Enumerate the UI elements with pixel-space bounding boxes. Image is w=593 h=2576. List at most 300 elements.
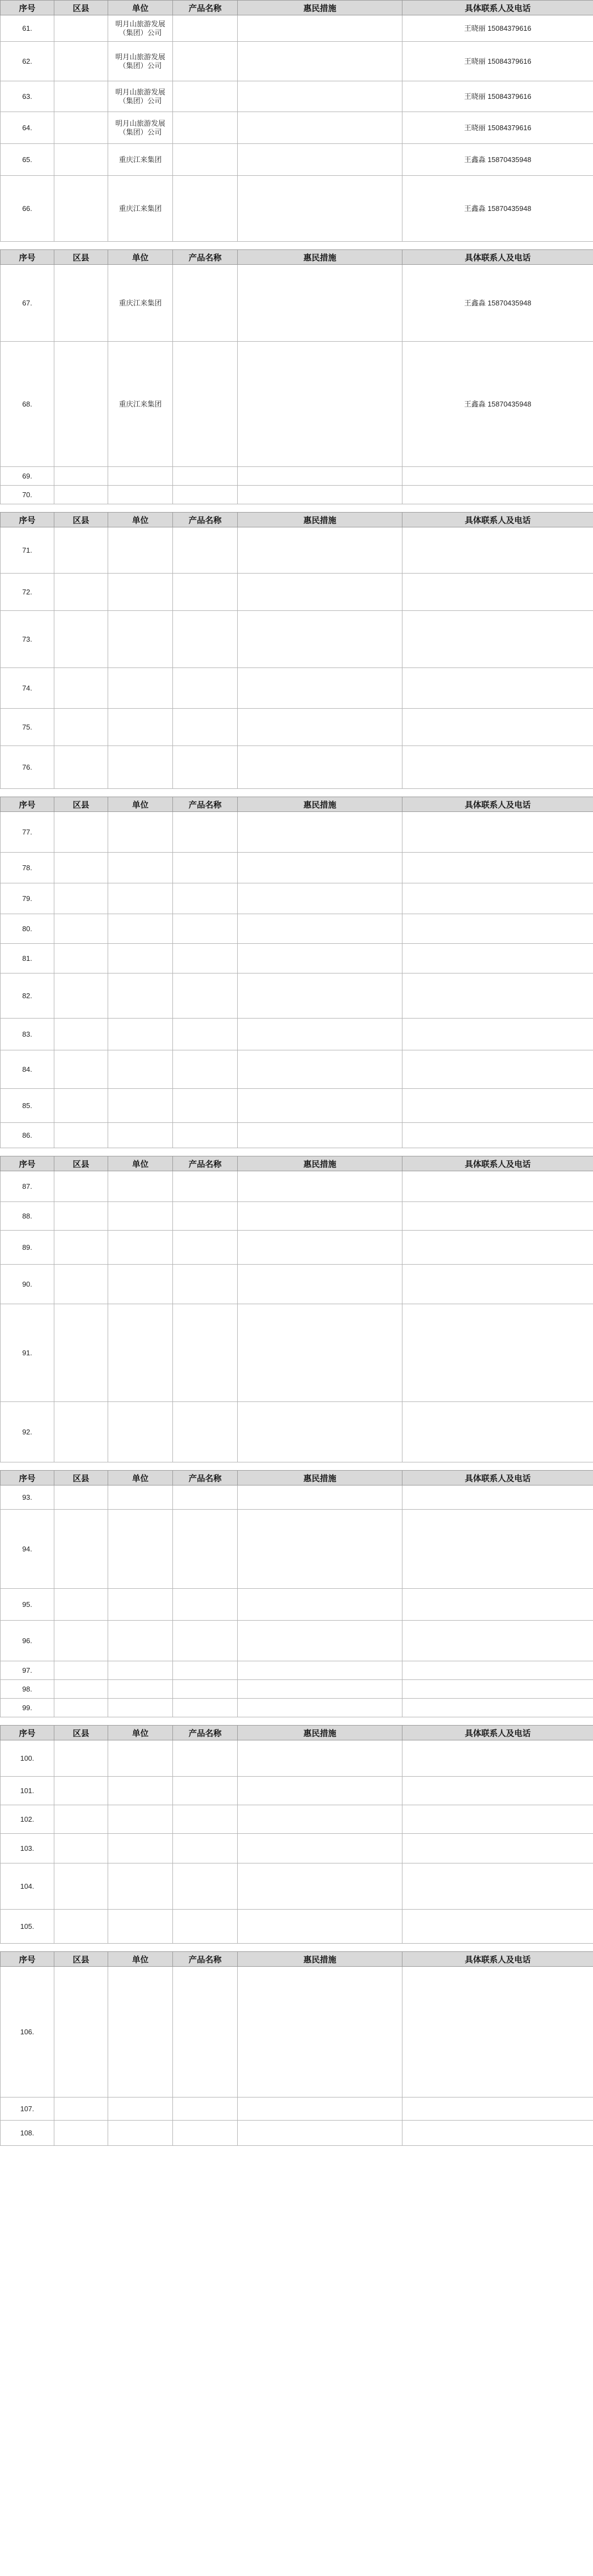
table-row	[1, 1661, 593, 1680]
contact-cell	[402, 2121, 593, 2146]
contact-cell: 王晓丽 15084379616	[402, 81, 593, 112]
product-cell	[173, 709, 238, 746]
header-no: 序号	[1, 1156, 54, 1171]
contact-cell: 王鑫淼 15870435948	[402, 176, 593, 242]
contact-cell	[402, 1171, 593, 1202]
contact-cell	[402, 812, 593, 853]
product-cell	[173, 1050, 238, 1089]
district-cell	[54, 42, 108, 81]
district-cell	[54, 144, 108, 176]
row-number: 88.	[1, 1202, 54, 1231]
row-number: 73.	[1, 611, 54, 668]
table-row	[1, 853, 593, 883]
product-cell	[173, 1589, 238, 1621]
unit-cell	[108, 914, 173, 944]
row-number: 105.	[1, 1910, 54, 1944]
product-cell	[173, 574, 238, 611]
product-cell	[173, 1485, 238, 1510]
product-cell	[173, 1231, 238, 1265]
unit-cell	[108, 709, 173, 746]
district-cell	[54, 1123, 108, 1148]
unit-cell	[108, 1621, 173, 1661]
unit-cell	[108, 1910, 173, 1944]
unit-cell	[108, 574, 173, 611]
district-cell	[54, 176, 108, 242]
measure-cell	[238, 1863, 402, 1910]
contact-cell	[402, 1863, 593, 1910]
header-measure: 惠民措施	[238, 1726, 402, 1740]
district-cell	[54, 812, 108, 853]
table-section	[0, 249, 593, 504]
table-row	[1, 944, 593, 973]
row-number: 99.	[1, 1699, 54, 1717]
contact-cell	[402, 1265, 593, 1304]
header-unit: 单位	[108, 1471, 173, 1485]
unit-cell	[108, 1089, 173, 1123]
measure-cell	[238, 1834, 402, 1863]
product-cell	[173, 1680, 238, 1699]
district-cell	[54, 81, 108, 112]
table-section	[0, 797, 593, 1148]
contact-cell	[402, 1485, 593, 1510]
table-row	[1, 709, 593, 746]
measure-cell	[238, 1304, 402, 1402]
row-number: 80.	[1, 914, 54, 944]
row-number: 91.	[1, 1304, 54, 1402]
header-no: 序号	[1, 1952, 54, 1967]
product-cell	[173, 1265, 238, 1304]
product-cell	[173, 112, 238, 144]
header-contact: 具体联系人及电话	[402, 1952, 593, 1967]
product-cell	[173, 467, 238, 486]
header-product: 产品名称	[173, 1, 238, 15]
contact-cell: 王鑫淼 15870435948	[402, 265, 593, 342]
district-cell	[54, 1485, 108, 1510]
measure-cell	[238, 1699, 402, 1717]
row-number: 84.	[1, 1050, 54, 1089]
measure-cell	[238, 2097, 402, 2121]
product-cell	[173, 883, 238, 914]
header-row	[1, 1156, 593, 1171]
measure-cell	[238, 1805, 402, 1834]
contact-cell	[402, 1699, 593, 1717]
table-row	[1, 1019, 593, 1050]
district-cell	[54, 1089, 108, 1123]
unit-cell	[108, 1777, 173, 1805]
district-cell	[54, 467, 108, 486]
row-number: 85.	[1, 1089, 54, 1123]
product-cell	[173, 1510, 238, 1589]
product-cell	[173, 15, 238, 42]
measure-cell	[238, 1402, 402, 1462]
contact-cell	[402, 1621, 593, 1661]
section-gap	[0, 242, 593, 249]
unit-cell	[108, 1510, 173, 1589]
header-contact: 具体联系人及电话	[402, 1, 593, 15]
table-row	[1, 812, 593, 853]
row-number: 70.	[1, 486, 54, 504]
district-cell	[54, 486, 108, 504]
section-gap	[0, 504, 593, 512]
product-cell	[173, 1863, 238, 1910]
header-no: 序号	[1, 1471, 54, 1485]
header-row	[1, 797, 593, 812]
header-measure: 惠民措施	[238, 250, 402, 265]
product-cell	[173, 611, 238, 668]
measure-cell	[238, 1019, 402, 1050]
district-cell	[54, 1740, 108, 1777]
contact-cell: 王晓丽 15084379616	[402, 42, 593, 81]
product-cell	[173, 1202, 238, 1231]
district-cell	[54, 1304, 108, 1402]
product-cell	[173, 2097, 238, 2121]
header-row	[1, 250, 593, 265]
district-cell	[54, 1699, 108, 1717]
table-row	[1, 1805, 593, 1834]
table-row	[1, 914, 593, 944]
table-row	[1, 1171, 593, 1202]
contact-cell	[402, 668, 593, 709]
district-cell	[54, 611, 108, 668]
contact-cell	[402, 1777, 593, 1805]
product-cell	[173, 1402, 238, 1462]
table-row	[1, 1621, 593, 1661]
measure-cell	[238, 1621, 402, 1661]
contact-cell	[402, 1019, 593, 1050]
row-number: 64.	[1, 112, 54, 144]
header-district: 区县	[54, 797, 108, 812]
contact-cell	[402, 709, 593, 746]
header-unit: 单位	[108, 513, 173, 527]
row-number: 71.	[1, 527, 54, 574]
product-cell	[173, 144, 238, 176]
row-number: 104.	[1, 1863, 54, 1910]
district-cell	[54, 1510, 108, 1589]
contact-cell	[402, 1510, 593, 1589]
unit-cell	[108, 668, 173, 709]
header-measure: 惠民措施	[238, 1952, 402, 1967]
table-section	[0, 0, 593, 242]
header-no: 序号	[1, 250, 54, 265]
unit-cell: 明月山旅游发展（集团）公司	[108, 15, 173, 42]
table-row	[1, 746, 593, 789]
product-cell	[173, 914, 238, 944]
contact-cell	[402, 1231, 593, 1265]
row-number: 94.	[1, 1510, 54, 1589]
measure-cell	[238, 1265, 402, 1304]
table-row	[1, 1485, 593, 1510]
product-cell	[173, 853, 238, 883]
measure-cell	[238, 81, 402, 112]
row-number: 74.	[1, 668, 54, 709]
unit-cell	[108, 1680, 173, 1699]
table-row	[1, 1680, 593, 1699]
table-row	[1, 15, 593, 42]
unit-cell	[108, 1805, 173, 1834]
header-district: 区县	[54, 1156, 108, 1171]
district-cell	[54, 1777, 108, 1805]
product-cell	[173, 1777, 238, 1805]
row-number: 93.	[1, 1485, 54, 1510]
district-cell	[54, 1171, 108, 1202]
product-cell	[173, 42, 238, 81]
table-row	[1, 2121, 593, 2146]
district-cell	[54, 1661, 108, 1680]
measure-cell	[238, 1661, 402, 1680]
contact-cell	[402, 1589, 593, 1621]
product-cell	[173, 1805, 238, 1834]
district-cell	[54, 2097, 108, 2121]
row-number: 89.	[1, 1231, 54, 1265]
header-product: 产品名称	[173, 1471, 238, 1485]
measure-cell	[238, 42, 402, 81]
row-number: 62.	[1, 42, 54, 81]
section-gap	[0, 1944, 593, 1951]
product-cell	[173, 1123, 238, 1148]
header-row	[1, 1, 593, 15]
unit-cell	[108, 1231, 173, 1265]
contact-cell: 王鑫淼 15870435948	[402, 342, 593, 467]
table-section	[0, 1951, 593, 2146]
row-number: 68.	[1, 342, 54, 467]
table-row	[1, 1863, 593, 1910]
header-measure: 惠民措施	[238, 1, 402, 15]
measure-cell	[238, 883, 402, 914]
row-number: 97.	[1, 1661, 54, 1680]
unit-cell	[108, 1863, 173, 1910]
unit-cell	[108, 1019, 173, 1050]
row-number: 96.	[1, 1621, 54, 1661]
measure-cell	[238, 611, 402, 668]
contact-cell: 王晓丽 15084379616	[402, 112, 593, 144]
unit-cell	[108, 1661, 173, 1680]
district-cell	[54, 1834, 108, 1863]
table-row	[1, 1777, 593, 1805]
header-measure: 惠民措施	[238, 1471, 402, 1485]
header-no: 序号	[1, 797, 54, 812]
measure-cell	[238, 1123, 402, 1148]
header-product: 产品名称	[173, 513, 238, 527]
contact-cell	[402, 1202, 593, 1231]
header-row	[1, 513, 593, 527]
header-unit: 单位	[108, 1726, 173, 1740]
row-number: 69.	[1, 467, 54, 486]
header-contact: 具体联系人及电话	[402, 513, 593, 527]
unit-cell	[108, 527, 173, 574]
contact-cell	[402, 914, 593, 944]
product-cell	[173, 1171, 238, 1202]
row-number: 86.	[1, 1123, 54, 1148]
product-cell	[173, 1699, 238, 1717]
contact-cell	[402, 883, 593, 914]
promotion-table	[0, 1156, 593, 1462]
district-cell	[54, 1621, 108, 1661]
row-number: 75.	[1, 709, 54, 746]
header-unit: 单位	[108, 1952, 173, 1967]
measure-cell	[238, 1910, 402, 1944]
unit-cell	[108, 1834, 173, 1863]
header-contact: 具体联系人及电话	[402, 1726, 593, 1740]
contact-cell	[402, 1967, 593, 2097]
unit-cell	[108, 1265, 173, 1304]
district-cell	[54, 1402, 108, 1462]
table-row	[1, 1231, 593, 1265]
unit-cell	[108, 1740, 173, 1777]
table-row	[1, 1089, 593, 1123]
table-row	[1, 1699, 593, 1717]
header-district: 区县	[54, 1952, 108, 1967]
row-number: 81.	[1, 944, 54, 973]
product-cell	[173, 176, 238, 242]
row-number: 76.	[1, 746, 54, 789]
header-row	[1, 1471, 593, 1485]
unit-cell	[108, 1050, 173, 1089]
unit-cell	[108, 812, 173, 853]
product-cell	[173, 265, 238, 342]
unit-cell: 重庆江来集团	[108, 176, 173, 242]
product-cell	[173, 973, 238, 1019]
contact-cell	[402, 1805, 593, 1834]
header-no: 序号	[1, 1, 54, 15]
measure-cell	[238, 914, 402, 944]
unit-cell	[108, 1123, 173, 1148]
measure-cell	[238, 709, 402, 746]
section-gap	[0, 789, 593, 797]
contact-cell: 王晓丽 15084379616	[402, 15, 593, 42]
header-row	[1, 1726, 593, 1740]
row-number: 65.	[1, 144, 54, 176]
unit-cell	[108, 1304, 173, 1402]
header-row	[1, 1952, 593, 1967]
unit-cell	[108, 944, 173, 973]
unit-cell	[108, 1967, 173, 2097]
unit-cell	[108, 746, 173, 789]
product-cell	[173, 746, 238, 789]
header-unit: 单位	[108, 250, 173, 265]
product-cell	[173, 1089, 238, 1123]
contact-cell	[402, 611, 593, 668]
district-cell	[54, 668, 108, 709]
unit-cell: 重庆江来集团	[108, 265, 173, 342]
unit-cell	[108, 853, 173, 883]
measure-cell	[238, 527, 402, 574]
contact-cell	[402, 1089, 593, 1123]
section-gap	[0, 1462, 593, 1470]
measure-cell	[238, 973, 402, 1019]
table-row	[1, 1834, 593, 1863]
product-cell	[173, 342, 238, 467]
product-cell	[173, 1740, 238, 1777]
table-row	[1, 144, 593, 176]
table-row	[1, 342, 593, 467]
promotion-table	[0, 249, 593, 504]
table-row	[1, 973, 593, 1019]
contact-cell	[402, 574, 593, 611]
district-cell	[54, 1202, 108, 1231]
row-number: 61.	[1, 15, 54, 42]
row-number: 108.	[1, 2121, 54, 2146]
header-measure: 惠民措施	[238, 797, 402, 812]
unit-cell	[108, 2121, 173, 2146]
contact-cell	[402, 944, 593, 973]
district-cell	[54, 709, 108, 746]
unit-cell: 明月山旅游发展（集团）公司	[108, 42, 173, 81]
measure-cell	[238, 1202, 402, 1231]
measure-cell	[238, 112, 402, 144]
district-cell	[54, 1680, 108, 1699]
promotion-table	[0, 1951, 593, 2146]
promotion-table	[0, 797, 593, 1148]
row-number: 101.	[1, 1777, 54, 1805]
measure-cell	[238, 944, 402, 973]
measure-cell	[238, 2121, 402, 2146]
row-number: 82.	[1, 973, 54, 1019]
table-section	[0, 512, 593, 789]
measure-cell	[238, 746, 402, 789]
unit-cell: 明月山旅游发展（集团）公司	[108, 112, 173, 144]
district-cell	[54, 112, 108, 144]
header-product: 产品名称	[173, 1952, 238, 1967]
measure-cell	[238, 265, 402, 342]
district-cell	[54, 944, 108, 973]
measure-cell	[238, 812, 402, 853]
product-cell	[173, 1621, 238, 1661]
table-section	[0, 1725, 593, 1944]
header-product: 产品名称	[173, 1726, 238, 1740]
district-cell	[54, 265, 108, 342]
measure-cell	[238, 1777, 402, 1805]
header-contact: 具体联系人及电话	[402, 797, 593, 812]
table-row	[1, 1740, 593, 1777]
product-cell	[173, 527, 238, 574]
contact-cell	[402, 486, 593, 504]
row-number: 102.	[1, 1805, 54, 1834]
unit-cell	[108, 611, 173, 668]
table-row	[1, 176, 593, 242]
row-number: 92.	[1, 1402, 54, 1462]
header-measure: 惠民措施	[238, 1156, 402, 1171]
table-row	[1, 1967, 593, 2097]
district-cell	[54, 2121, 108, 2146]
measure-cell	[238, 15, 402, 42]
header-contact: 具体联系人及电话	[402, 1471, 593, 1485]
district-cell	[54, 574, 108, 611]
table-row	[1, 1202, 593, 1231]
row-number: 107.	[1, 2097, 54, 2121]
unit-cell: 重庆江来集团	[108, 144, 173, 176]
measure-cell	[238, 1171, 402, 1202]
header-unit: 单位	[108, 1156, 173, 1171]
table-row	[1, 81, 593, 112]
measure-cell	[238, 1485, 402, 1510]
row-number: 106.	[1, 1967, 54, 2097]
header-no: 序号	[1, 1726, 54, 1740]
district-cell	[54, 527, 108, 574]
row-number: 67.	[1, 265, 54, 342]
contact-cell	[402, 1304, 593, 1402]
measure-cell	[238, 1589, 402, 1621]
unit-cell	[108, 1402, 173, 1462]
contact-cell	[402, 973, 593, 1019]
header-contact: 具体联系人及电话	[402, 250, 593, 265]
table-row	[1, 1265, 593, 1304]
table-row	[1, 486, 593, 504]
table-row	[1, 1050, 593, 1089]
district-cell	[54, 914, 108, 944]
table-row	[1, 467, 593, 486]
product-cell	[173, 1834, 238, 1863]
unit-cell	[108, 1589, 173, 1621]
